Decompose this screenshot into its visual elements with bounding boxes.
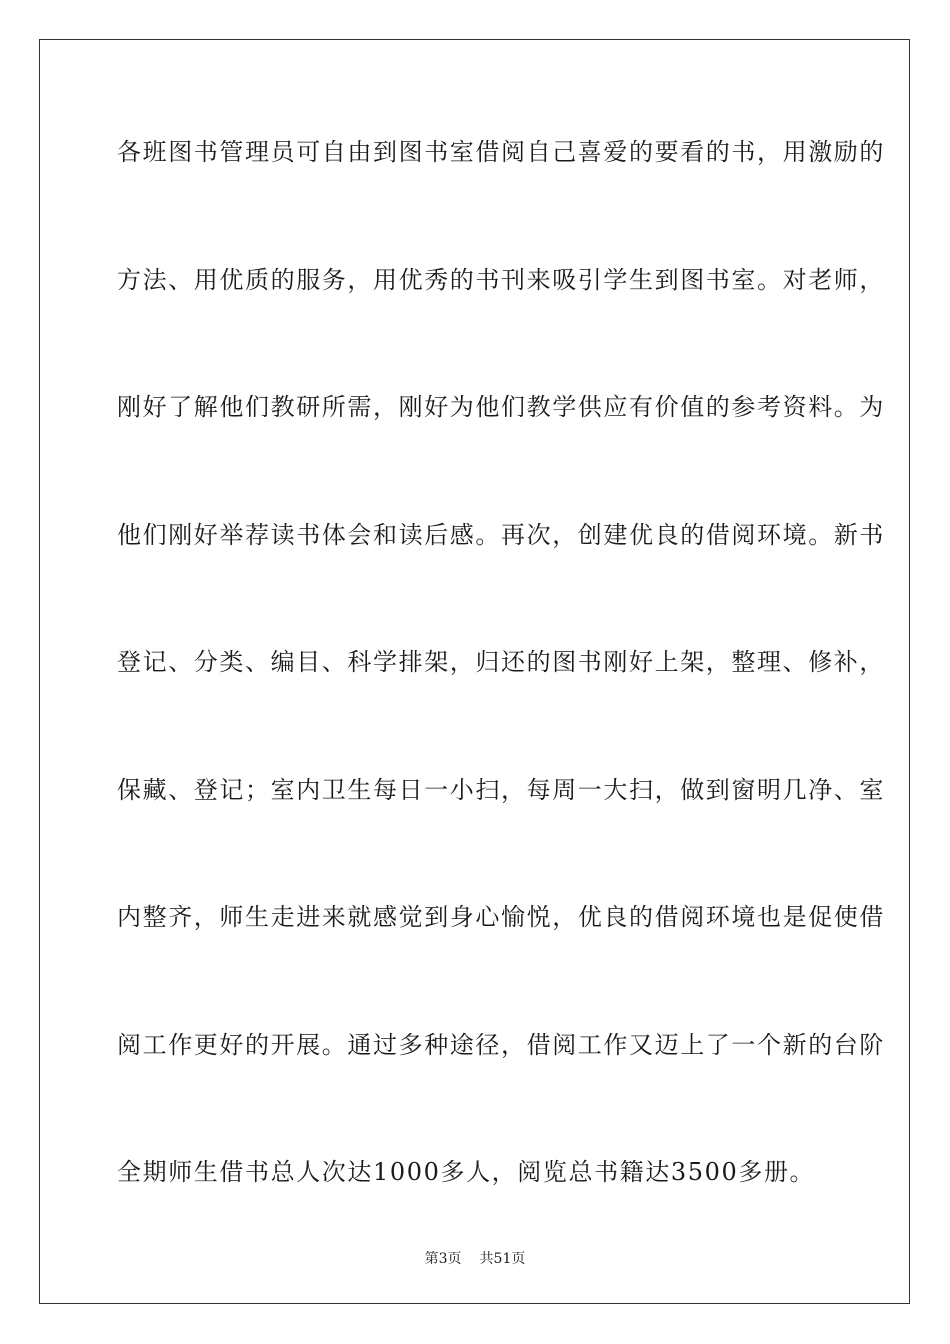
text-line: 全期师生借书总人次达1000多人，阅览总书籍达3500多册。 — [117, 1158, 816, 1186]
page-footer — [0, 1248, 950, 1268]
text-line: 他们刚好举荐读书体会和读后感。再次，创建优良的借阅环境。新书 — [117, 520, 885, 549]
document-body — [117, 120, 885, 1268]
text-line: 方法、用优质的服务，用优秀的书刊来吸引学生到图书室。对老师， — [117, 265, 885, 294]
text-line: 阅工作更好的开展。通过多种途径，借阅工作又迈上了一个新的台阶 — [117, 1030, 885, 1059]
text-line: 登记、分类、编目、科学排架，归还的图书刚好上架，整理、修补， — [117, 648, 885, 676]
text-line: 保藏、登记；室内卫生每日一小扫，每周一大扫，做到窗明几净、室 — [117, 775, 885, 804]
page-total: 共51页 — [479, 1251, 526, 1267]
text-line: 各班图书管理员可自由到图书室借阅自己喜爱的要看的书，用激励的 — [117, 138, 885, 166]
text-line: 内整齐，师生走进来就感觉到身心愉悦，优良的借阅环境也是促使借 — [117, 903, 885, 931]
text-line: 刚好了解他们教研所需，刚好为他们教学供应有价值的参考资料。为 — [117, 393, 885, 421]
page-number: 第3页 — [424, 1251, 462, 1267]
